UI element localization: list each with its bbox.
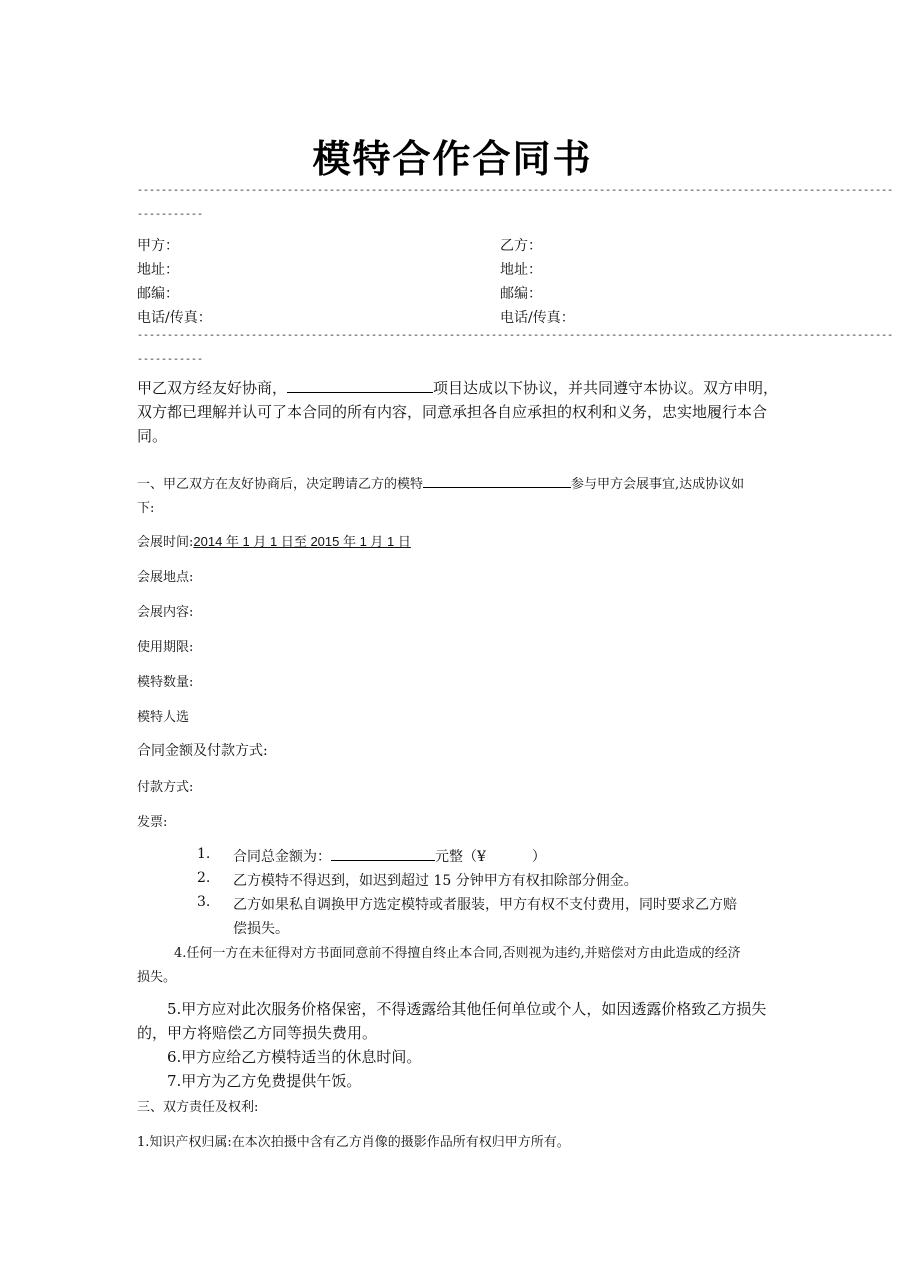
model-selection-label: 模特人选 bbox=[137, 710, 190, 725]
model-name-blank bbox=[423, 474, 571, 488]
clause-3-number: 3. bbox=[197, 894, 211, 910]
intro-line-2: 双方都已理解并认可了本合同的所有内容，同意承担各自应承担的权利和义务，忠实地履行本合 bbox=[137, 403, 768, 421]
project-name-blank bbox=[287, 377, 433, 393]
clause-2: 乙方模特不得迟到，如迟到超过 15 分钟甲方有权扣除部分佣金。 bbox=[233, 873, 638, 889]
party-a-postcode-label: 邮编： bbox=[137, 286, 179, 302]
total-amount-blank bbox=[331, 846, 435, 861]
clause-3-line-2: 偿损失。 bbox=[233, 921, 289, 937]
separator-line-2: ------------------------------------------------------------------------------------------------------------------------------ bbox=[137, 331, 894, 342]
clause-3-line-1: 乙方如果私自调换甲方选定模特或者服装，甲方有权不支付费用，同时要求乙方赔 bbox=[233, 897, 737, 913]
clause-7: 7.甲方为乙方免费提供午饭。 bbox=[167, 1072, 362, 1090]
clause-1: 合同总金额为： 元整（¥ ） bbox=[233, 846, 546, 866]
section-1-line-2: 下: bbox=[137, 501, 155, 516]
section-3-heading: 三、双方责任及权利: bbox=[137, 1100, 259, 1115]
party-a-address-label: 地址： bbox=[137, 262, 179, 278]
clause-5-line-1: 5.甲方应对此次服务价格保密，不得透露给其他任何单位或个人，如因透露价格致乙方损失 bbox=[167, 1000, 767, 1018]
party-b-phone-label: 电话/传真： bbox=[500, 310, 575, 326]
separator-line-tail: ----------- bbox=[137, 210, 204, 221]
party-a-name-label: 甲方： bbox=[137, 238, 179, 254]
party-b-postcode-label: 邮编： bbox=[500, 286, 542, 302]
clause-2-number: 2. bbox=[197, 870, 211, 886]
document-title: 模特合作合同书 bbox=[312, 137, 593, 181]
clause-1-number: 1. bbox=[197, 846, 211, 862]
amount-payment-label: 合同金额及付款方式: bbox=[137, 743, 268, 759]
separator-line: ------------------------------------------------------------------------------------------------------------------------------ bbox=[137, 186, 894, 197]
exhibition-content-label: 会展内容: bbox=[137, 605, 194, 620]
section-1-line-1: 一、甲乙双方在友好协商后，决定聘请乙方的模特 参与甲方会展事宜,达成协议如 bbox=[137, 473, 744, 492]
invoice-label: 发票: bbox=[137, 815, 168, 830]
party-b-name-label: 乙方： bbox=[500, 238, 542, 254]
clause-5-line-2: 的，甲方将赔偿乙方同等损失费用。 bbox=[137, 1024, 378, 1042]
payment-method-label: 付款方式: bbox=[137, 780, 194, 795]
exhibition-location-label: 会展地点: bbox=[137, 570, 194, 585]
section-3-item-1: 1.知识产权归属:在本次拍摄中含有乙方肖像的摄影作品所有权归甲方所有。 bbox=[137, 1135, 570, 1150]
intro-line-3: 同。 bbox=[137, 427, 168, 445]
intro-line-1: 甲乙双方经友好协商， 项目达成以下协议，并共同遵守本协议。双方申明， bbox=[137, 379, 779, 397]
exhibition-time: 会展时间:2014 年 1 月 1 日至 2015 年 1 月 1 日 bbox=[137, 534, 411, 550]
clause-4-line-1: 4.任何一方在未征得对方书面同意前不得擅自终止本合同,否则视为违约,并赔偿对方由此造成的经济 bbox=[174, 946, 741, 961]
party-a-phone-label: 电话/传真： bbox=[137, 310, 212, 326]
model-count-label: 模特数量: bbox=[137, 675, 194, 690]
clause-4-line-2: 损失。 bbox=[137, 970, 177, 985]
party-b-address-label: 地址： bbox=[500, 262, 542, 278]
clause-6: 6.甲方应给乙方模特适当的休息时间。 bbox=[167, 1048, 422, 1066]
separator-line-2-tail: ----------- bbox=[137, 355, 204, 366]
usage-period-label: 使用期限: bbox=[137, 640, 194, 655]
